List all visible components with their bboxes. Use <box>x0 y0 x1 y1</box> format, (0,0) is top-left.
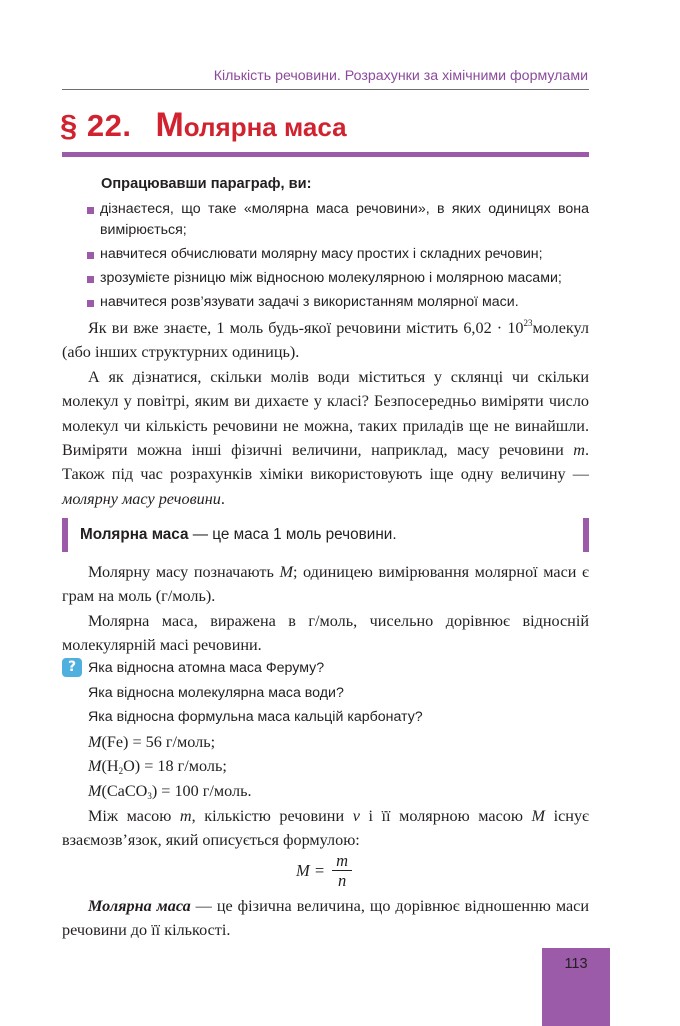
notation-paragraph-1: Молярну масу позначають M; одиницею вимірювання молярної маси є грам на моль (г/моль). <box>62 563 589 606</box>
definition-term: Молярна маса <box>80 526 189 543</box>
title-first-letter: М <box>155 106 184 144</box>
goal-item: зрозумієте різницю між відносною молекулярною і молярною масами; <box>86 268 589 289</box>
formula-denominator: n <box>337 871 347 890</box>
intro-text <box>62 316 589 511</box>
notation-text <box>62 560 589 658</box>
molar-mass-examples <box>88 730 252 803</box>
running-header: Кількість речовини. Розрахунки за хімічними формулами <box>213 68 588 84</box>
final-definition <box>62 894 589 943</box>
question-mark-icon: ? <box>62 658 82 677</box>
formula-numerator: m <box>332 851 352 871</box>
definition-bar-right <box>583 518 589 552</box>
formula-caco3: M(CaCO$_3$) = 100 г/моль. <box>88 781 252 801</box>
question-item: Яка відносна формульна маса кальцій карбонату? <box>88 709 423 726</box>
learning-goals <box>86 174 589 316</box>
question-item: Яка відносна атомна маса Феруму? <box>88 660 325 676</box>
definition-bar-left <box>62 518 68 552</box>
final-definition-paragraph: Молярна маса — це фізична величина, що дорівнює відношенню маси речовини до її кількості. <box>62 897 589 940</box>
final-definition-term: Молярна маса <box>88 897 191 915</box>
title-rest: олярна маса <box>183 112 347 142</box>
formula-lhs: M = <box>296 860 326 880</box>
header-divider <box>62 89 589 90</box>
molar-mass-formula <box>296 851 352 890</box>
formula-fraction <box>332 851 352 890</box>
section-number: § 22. <box>60 108 132 143</box>
molar-mass-symbol: M <box>279 563 293 581</box>
exponent: 23 <box>523 318 533 328</box>
section-title <box>60 106 347 145</box>
relation-paragraph: Між масою m, кількістю речовини ν і її молярною масою M існує взаємозв’язок, який описується формулою: <box>62 807 589 850</box>
goal-item: навчитеся розв’язувати задачі з використанням молярної маси. <box>86 292 589 313</box>
question-item: Яка відносна молекулярна маса води? <box>88 684 344 701</box>
goal-item: навчитеся обчислювати молярну масу простих і складних речовин; <box>86 244 589 265</box>
title-divider <box>62 152 589 157</box>
formula-water: $M(H_2O) = 18$ г/моль; <box>88 757 227 777</box>
intro-paragraph-2: А як дізнатися, скільки молів води міститься у склянці чи скільки молекул у повітрі, яким ви дихаєте у класі? Безпосередньо виміряти число молекул чи кількість речовини не можна, таких приладів ще не винайшли. Виміряти можна інші фізичні величини, наприклад, масу речовини m. Також під час розрахунків хіміки використовують іще одну величину — молярну масу речовини. <box>62 367 589 508</box>
goals-heading: Опрацювавши параграф, ви: <box>101 176 312 192</box>
mass-variable: m <box>573 441 585 460</box>
relation-text <box>62 804 589 853</box>
goal-item: дізнаєтеся, що таке «молярна маса речовини», в яких одиницях вона вимірюється; <box>86 199 589 241</box>
questions-block <box>62 656 589 730</box>
notation-paragraph-2: Молярна маса, виражена в г/моль, чисельно дорівнює відносній молекулярній масі речовини. <box>62 611 589 655</box>
molar-mass-term: молярну масу речовини <box>62 489 221 508</box>
definition-box <box>62 518 589 552</box>
intro-paragraph-1: Як ви вже знаєте, 1 моль будь-якої речовини містить $6,02 \cdot 10^{23}молекул$ (або інших структурних одиниць). <box>62 318 589 362</box>
page-number: 113 <box>564 956 588 972</box>
definition-text: Молярна маса — це маса 1 моль речовини. <box>80 526 397 543</box>
page-number-tab <box>542 948 610 1026</box>
formula-fe: M(Fe) = 56 г/моль; <box>88 733 216 751</box>
